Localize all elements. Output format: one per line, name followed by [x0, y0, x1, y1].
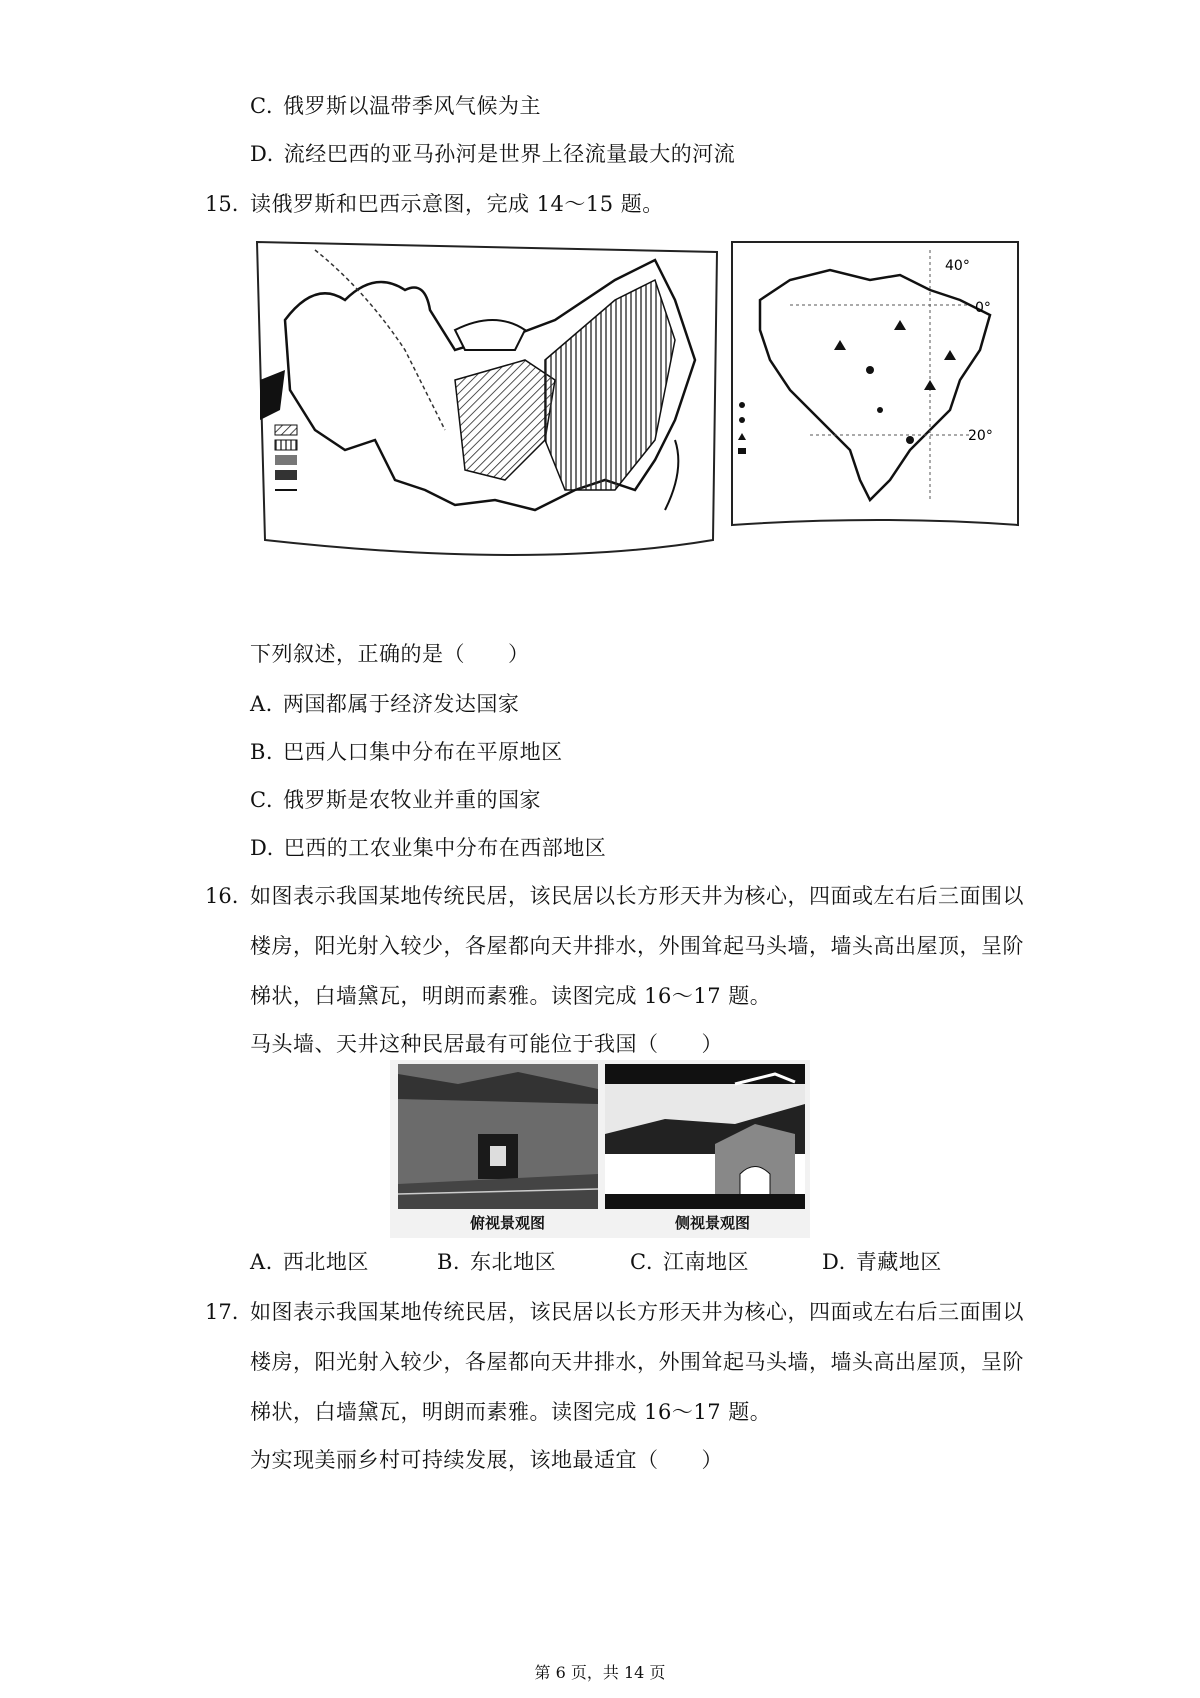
q16-option-c: C. 江南地区 [630, 1250, 749, 1274]
brazil-eq-label: 0° [975, 300, 991, 316]
q16-number: 16. [205, 884, 239, 908]
side-view-photo [605, 1064, 805, 1209]
brazil-trop-label: 20° [968, 428, 993, 444]
q15-question: 下列叙述，正确的是（ ） [250, 642, 530, 666]
q15-option-a: A. 两国都属于经济发达国家 [250, 692, 520, 716]
brazil-lon-label: 40° [945, 258, 970, 274]
q17-stem-line-2: 楼房，阳光射入较少，各屋都向天井排水，外围耸起马头墙，墙头高出屋顶，呈阶 [250, 1350, 1024, 1374]
side-view-caption: 侧视景观图 [675, 1214, 751, 1232]
q16-stem-line-2: 楼房，阳光射入较少，各屋都向天井排水，外围耸起马头墙，墙头高出屋顶，呈阶 [250, 934, 1024, 958]
page-footer: 第 6 页，共 14 页 [534, 1663, 666, 1682]
q16-question: 马头墙、天井这种民居最有可能位于我国（ ） [250, 1032, 723, 1056]
brazil-map [730, 240, 1020, 530]
dwelling-figure [390, 1060, 810, 1238]
q16-stem-line-1: 如图表示我国某地传统民居，该民居以长方形天井为核心，四面或左右后三面围以 [250, 884, 1024, 908]
q16-option-d: D. 青藏地区 [822, 1250, 942, 1274]
q17-stem-line-1: 如图表示我国某地传统民居，该民居以长方形天井为核心，四面或左右后三面围以 [250, 1300, 1024, 1324]
q17-question: 为实现美丽乡村可持续发展，该地最适宜（ ） [250, 1448, 723, 1472]
russia-map-figure [255, 240, 720, 580]
q17-number: 17. [205, 1300, 239, 1324]
q15-option-b: B. 巴西人口集中分布在平原地区 [250, 740, 563, 764]
q17-stem-line-3: 梯状，白墙黛瓦，明朗而素雅。读图完成 16～17 题。 [250, 1400, 772, 1424]
q15-option-c: C. 俄罗斯是农牧业并重的国家 [250, 788, 541, 812]
brazil-map-figure [730, 240, 1020, 530]
top-view-caption: 俯视景观图 [470, 1214, 546, 1232]
top-view-photo [398, 1064, 598, 1209]
q15-option-d: D. 巴西的工农业集中分布在西部地区 [250, 836, 607, 860]
q16-option-a: A. 西北地区 [250, 1250, 369, 1274]
q14-option-c: C. 俄罗斯以温带季风气候为主 [250, 94, 541, 118]
russia-map [255, 240, 720, 580]
q14-option-d: D. 流经巴西的亚马孙河是世界上径流量最大的河流 [250, 142, 736, 166]
q15-stem: 读俄罗斯和巴西示意图，完成 14～15 题。 [250, 192, 664, 216]
q15-number: 15. [205, 192, 239, 216]
q16-option-b: B. 东北地区 [437, 1250, 557, 1274]
q16-stem-line-3: 梯状，白墙黛瓦，明朗而素雅。读图完成 16～17 题。 [250, 984, 772, 1008]
